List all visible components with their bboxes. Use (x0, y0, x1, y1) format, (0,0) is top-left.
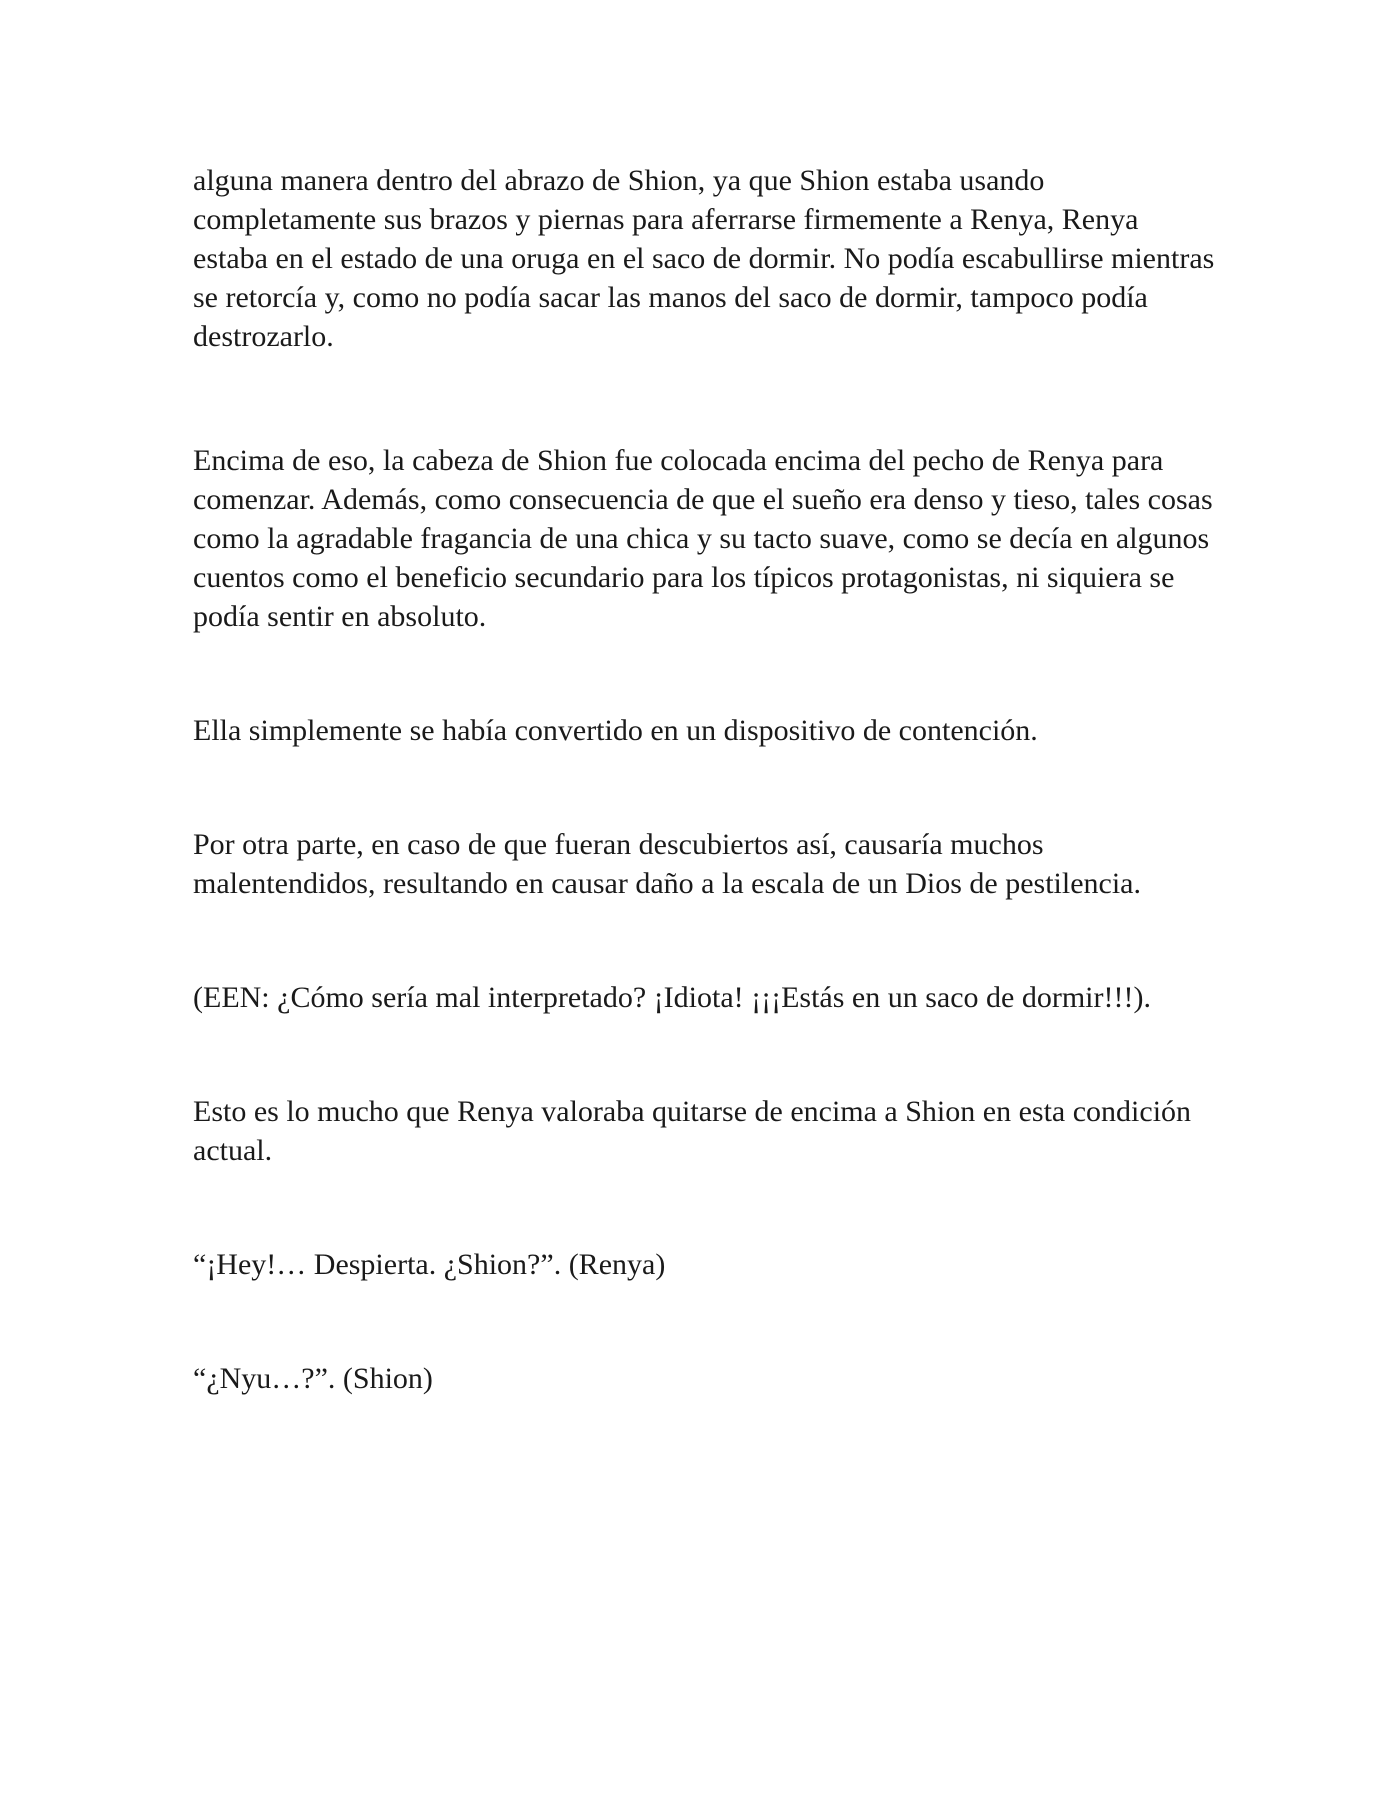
paragraph-3: Ella simplemente se había convertido en un dispositivo de contención. (193, 714, 1038, 747)
paragraph-2: Encima de eso, la cabeza de Shion fue colocada encima del pecho de Renya para comenzar. Además, como consecuencia de que el sueño era denso y tieso, tales cosas como la agradable fragancia de una chica y su tacto suave, como se decía en algunos cuentos como el beneficio secundario para los típicos protagonistas, ni siquiera se podía sentir en absoluto. (193, 444, 1213, 633)
paragraph-1: alguna manera dentro del abrazo de Shion, ya que Shion estaba usando completamente sus brazos y piernas para aferrarse firmemente a Renya, Renya estaba en el estado de una oruga en el saco de dormir. No podía escabullirse mientras se retorcía y, como no podía sacar las manos del saco de dormir, tampoco podía destrozarlo. (193, 164, 1215, 353)
dialogue-line-shion: “¿Nyu…?”. (Shion) (193, 1362, 433, 1395)
paragraph-5-translator-note: (EEN: ¿Cómo sería mal interpretado? ¡Idiota! ¡¡¡Estás en un saco de dormir!!!). (193, 981, 1151, 1014)
paragraph-4: Por otra parte, en caso de que fueran descubiertos así, causaría muchos malentendidos, resultando en causar daño a la escala de un Dios de pestilencia. (193, 828, 1141, 900)
paragraph-6: Esto es lo mucho que Renya valoraba quitarse de encima a Shion en esta condición actual. (193, 1095, 1192, 1167)
dialogue-line-renya: “¡Hey!… Despierta. ¿Shion?”. (Renya) (193, 1248, 666, 1281)
